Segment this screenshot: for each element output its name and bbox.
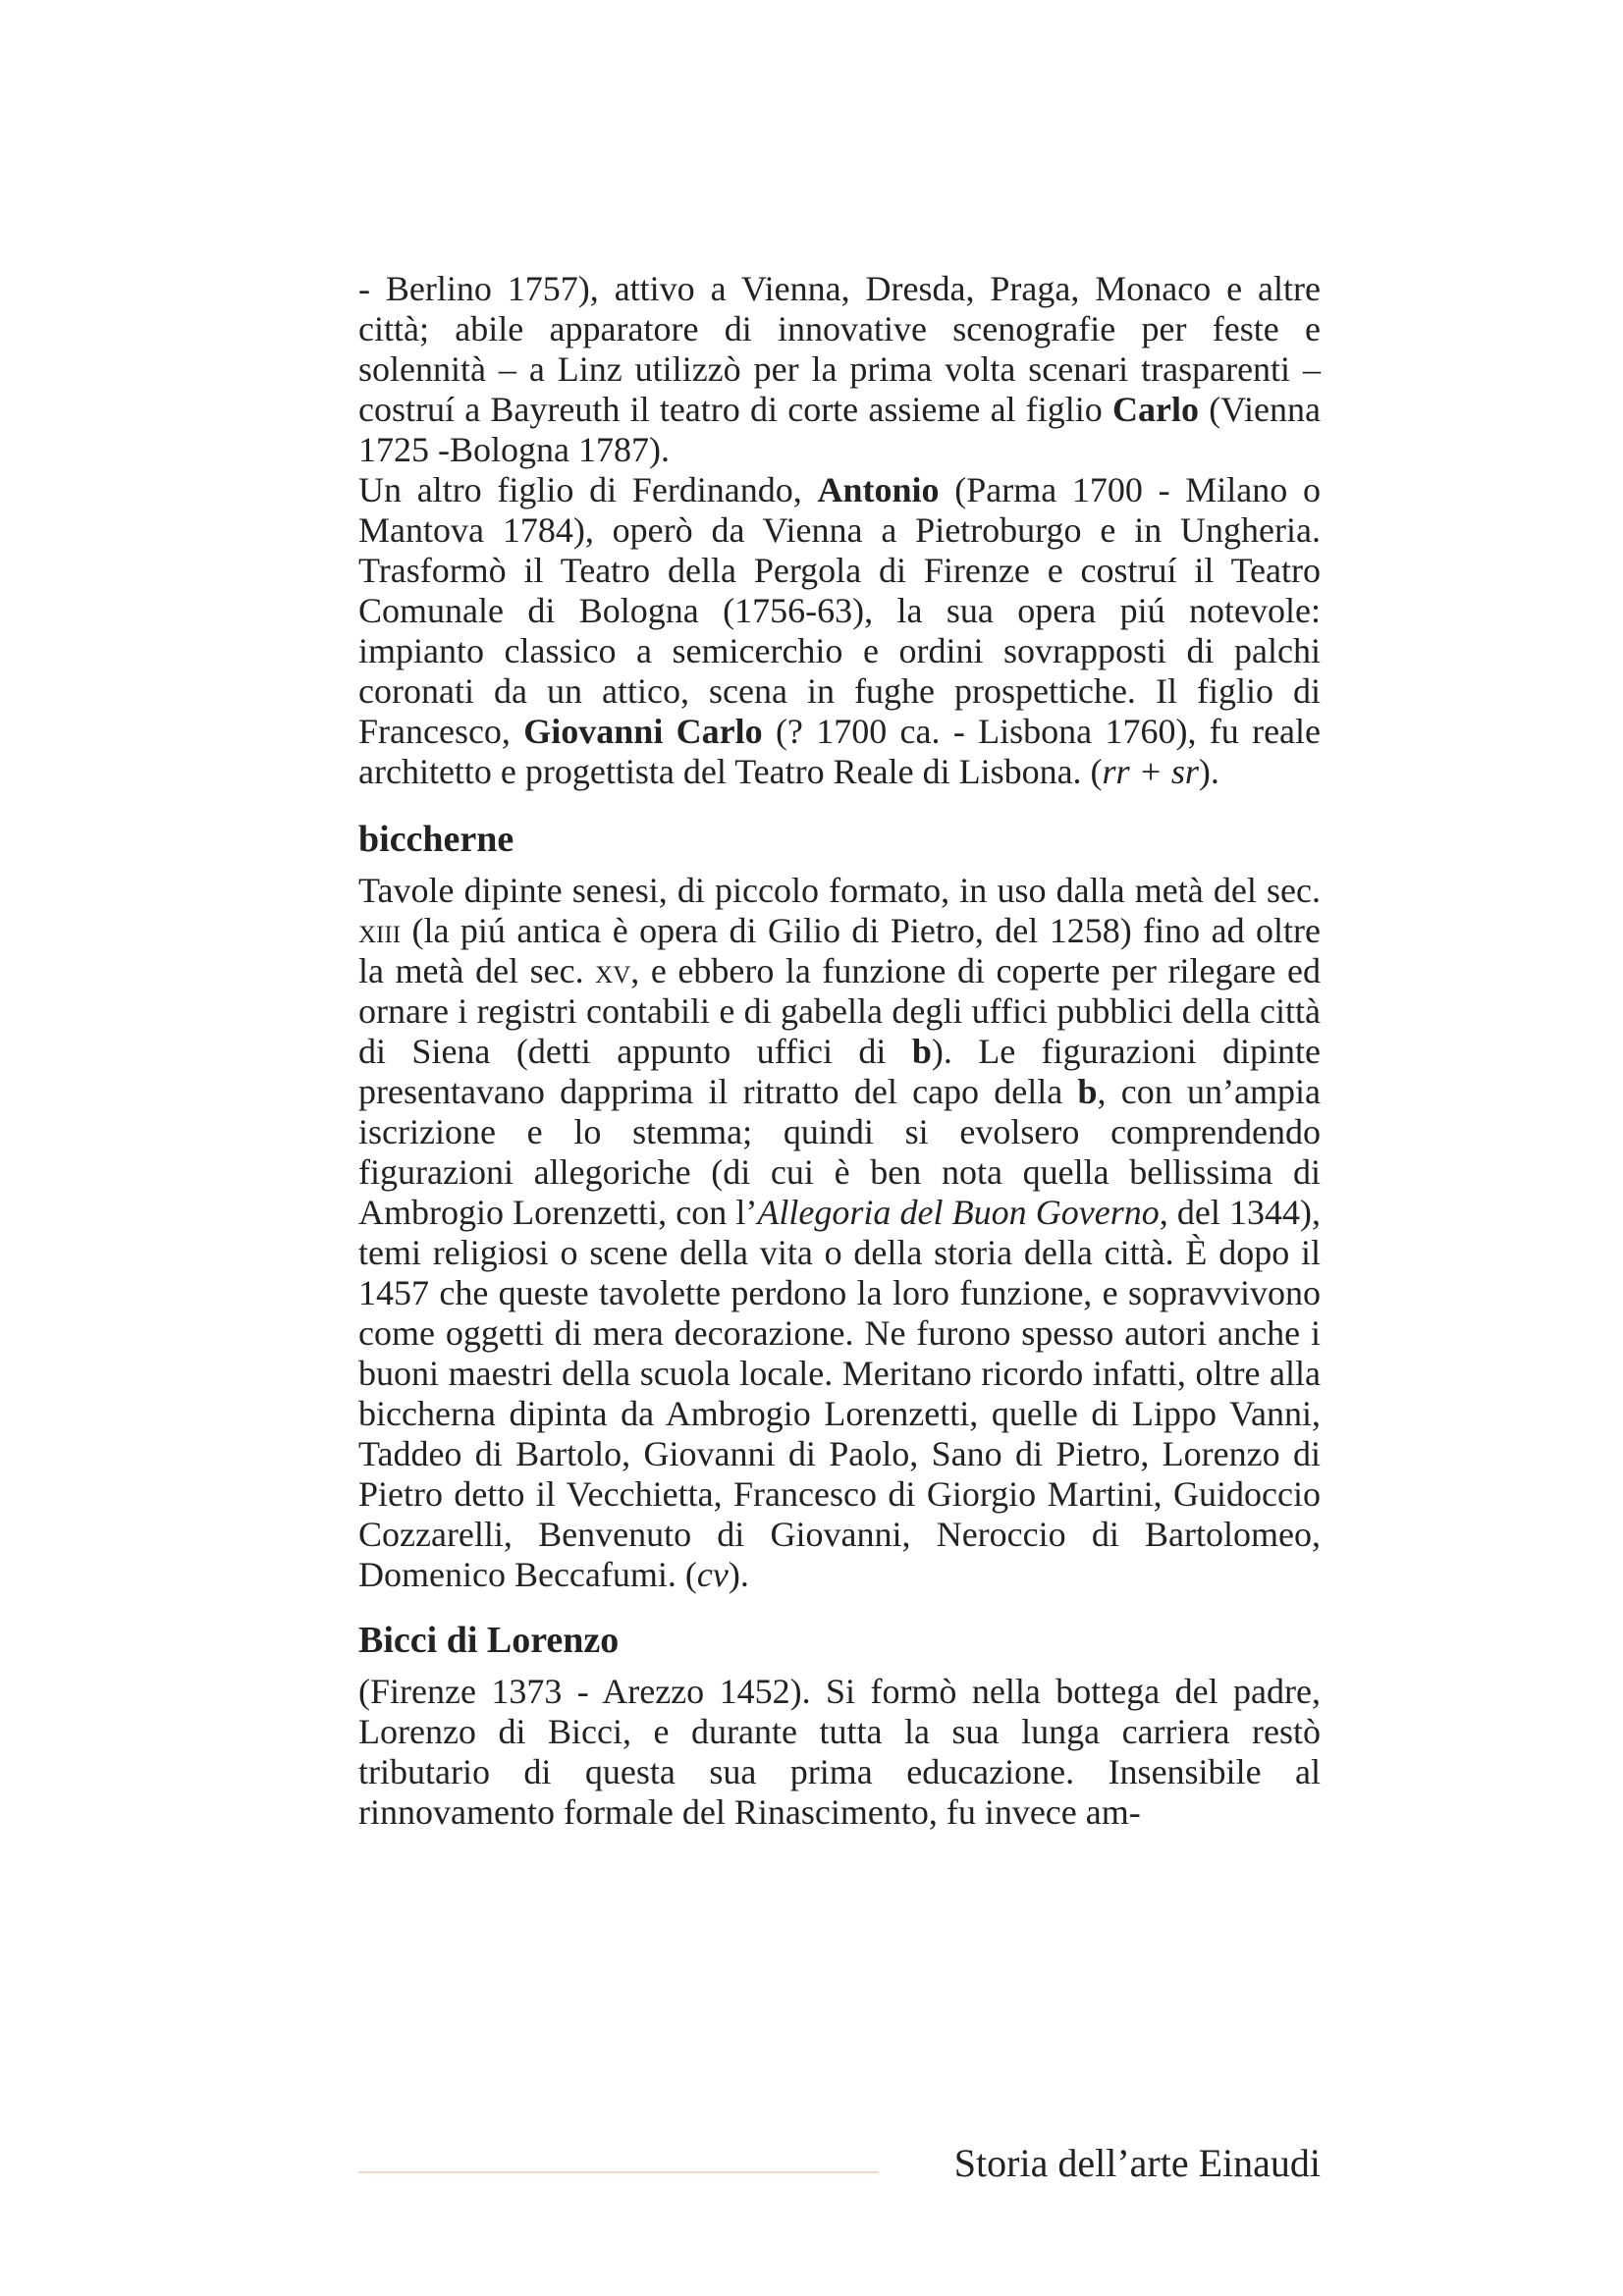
footer-publication-title: Storia dell’arte Einaudi — [953, 2141, 1321, 2185]
paragraph-galli-bibiena-end: - Berlino 1757), attivo a Vienna, Dresda, Praga, Monaco e altre città; abile apparatore di innovative scenografie per feste e solennità – a Linz utilizzò per la prima volta scenari trasparenti – costruí a Bayreuth il teatro di corte assieme al figlio Carlo (Vienna 1725 -Bologna 1787). — [358, 269, 1321, 469]
century-numeral: xv — [595, 951, 631, 990]
paragraph-biccherne: Tavole dipinte senesi, di piccolo formato, in uso dalla metà del sec. xiii (la piú antica è opera di Gilio di Pietro, del 1258) fino ad oltre la metà del sec. xv, e ebbero la funzione di coperte per rilegare ed ornare i registri contabili e di gabella degli uffici pubblici della città di Siena (detti appunto uffici di b). Le figurazioni dipinte presentavano dapprima il ritratto del capo della b, con un’ampia iscrizione e lo stemma; quindi si evolsero comprendendo figurazioni allegoriche (di cui è ben nota quella bellissima di Ambrogio Lorenzetti, con l’Allegoria del Buon Governo, del 1344), temi religiosi o scene della vita o della storia della città. È dopo il 1457 che queste tavolette perdono la loro funzione, e sopravvivono come oggetti di mera decorazione. Ne furono spesso autori anche i buoni maestri della scuola locale. Meritano ricordo infatti, oltre alla biccherna dipinta da Ambrogio Lorenzetti, quelle di Lippo Vanni, Taddeo di Bartolo, Giovanni di Paolo, Sano di Pietro, Lorenzo di Pietro detto il Vecchietta, Francesco di Giorgio Martini, Guidoccio Cozzarelli, Benvenuto di Giovanni, Neroccio di Bartolomeo, Domenico Beccafumi. (cv). — [358, 871, 1322, 1594]
name-giovanni-carlo: Giovanni Carlo — [523, 712, 763, 751]
entry-title-bicci-di-lorenzo: Bicci di Lorenzo — [358, 1620, 620, 1661]
author-initials: rr + sr — [1102, 752, 1199, 791]
entry-title-biccherne: biccherne — [358, 819, 514, 860]
century-numeral: xiii — [358, 911, 402, 950]
name-carlo: Carlo — [1111, 390, 1199, 429]
name-antonio: Antonio — [817, 470, 940, 509]
footer-rule — [358, 2171, 879, 2173]
abbrev-b: b — [1077, 1072, 1098, 1111]
page-body — [358, 269, 1321, 1833]
abbrev-b: b — [911, 1032, 932, 1071]
author-initials: cv — [696, 1555, 729, 1594]
paragraph-antonio: Un altro figlio di Ferdinando, Antonio (Parma 1700 - Milano o Mantova 1784), operò da Vienna a Pietroburgo e in Ungheria. Trasformò il Teatro della Pergola di Firenze e costruí il Teatro Comunale di Bologna (1756-63), la sua opera piú notevole: impianto classico a semicerchio e ordini sovrapposti di palchi coronati da un attico, scena in fughe prospettiche. Il figlio di Francesco, Giovanni Carlo (? 1700 ca. - Lisbona 1760), fu reale architetto e progettista del Teatro Reale di Lisbona. (rr + sr). — [358, 470, 1322, 791]
work-title: Allegoria del Buon Governo — [757, 1193, 1160, 1232]
paragraph-bicci-di-lorenzo: (Firenze 1373 - Arezzo 1452). Si formò nella bottega del padre, Lorenzo di Bicci, e durante tutta la sua lunga carriera restò tributario di questa sua prima educazione. Insensibile al rinnovamento formale del Rinascimento, fu invece am- — [358, 1672, 1321, 1832]
